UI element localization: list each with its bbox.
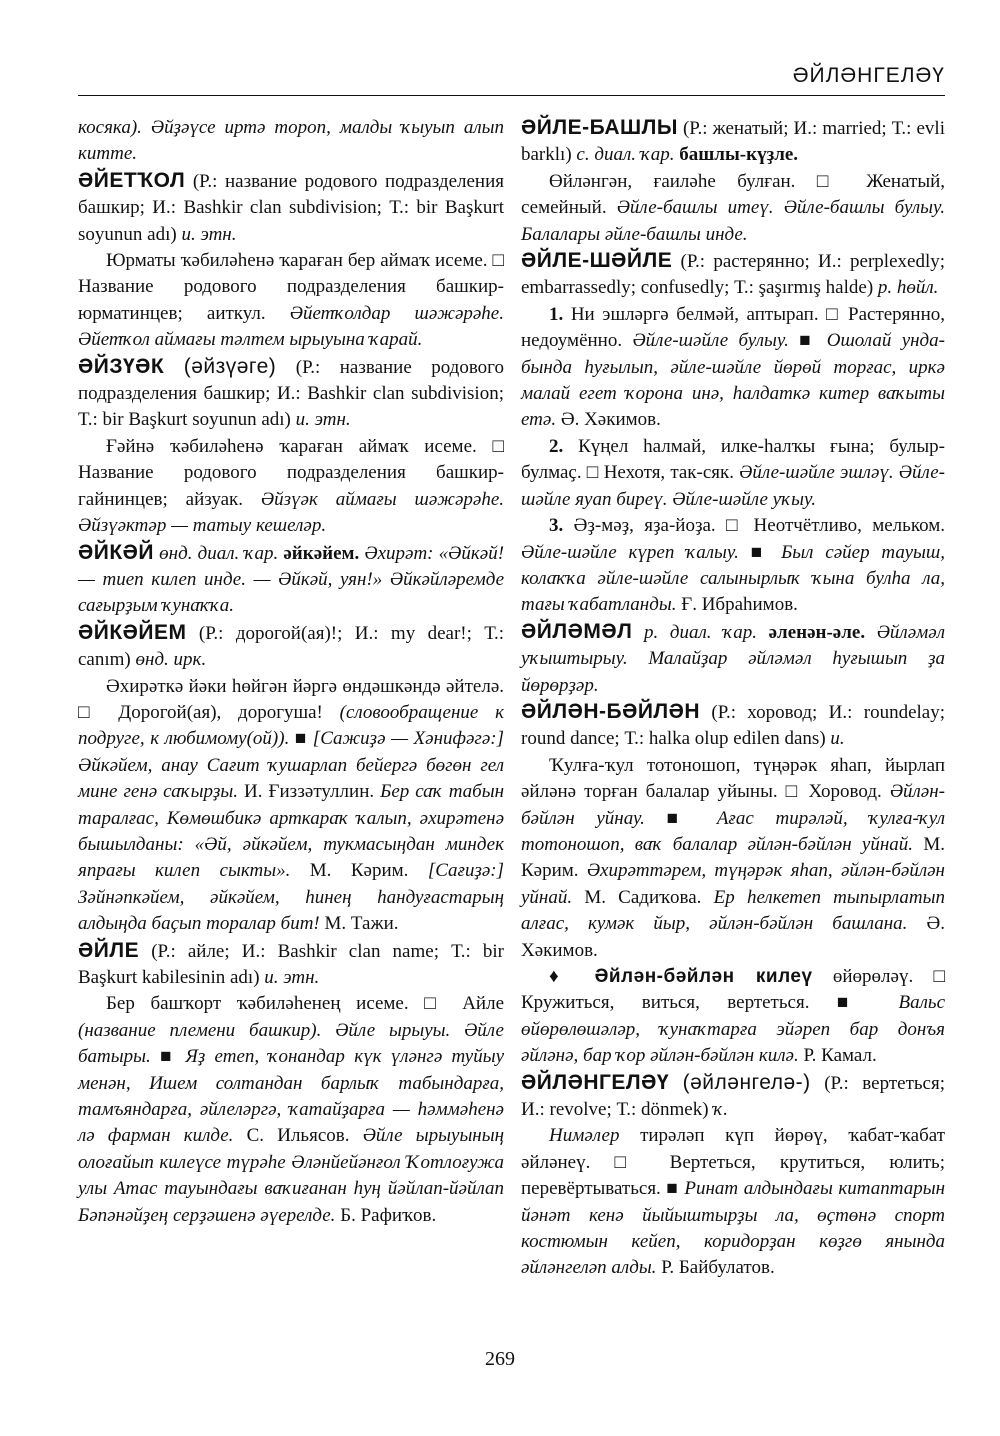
sense-1: 1. Ни эшләргә белмәй, аптырап. □ Растерянно, недоумённо. Әйле-шәйле булыу. ■ Ошолай унда-бында һуғылып, әйле-шәйле йөрөй торғас, иркә малай егет ҡорона инә, һалдаткә китер ваҡыты етә. Ә. Хәкимов. [521,303,946,431]
example-marker: ■ [666,807,696,829]
definition: Өйләнгән, ғаиләһе булған. □ Женатый, семейный. Әйле-башлы итеү. Әйле-башлы булыу. Балалары әйле-башлы инде. [521,170,946,245]
left-column [78,115,504,1229]
definition: Бер башҡорт ҡәбиләһенең исеме. □ Айле (название племени башкир). Әйле ырыуы. Әйле батыры. ■ Яҙ етеп, ҡонандар күк үләнгә туйыу менән, Ишем солтандан барлыҡ табындарға, тамъяндарға, әйлеләргә, ҡатайҙарға — һәммәһенә лә фарман килде. С. Ильясов. Әйле ырыуының олоғайып килеүсе түрәһе Әләнйейәнғол Ҡотлоғужа улы Атас тауындағы ваҡиғанан һуң йәйлап-йәйлап Бәпәнәйҙең серҙәшенә әүерелде. Б. Рафиҡов. [78,993,505,1226]
headword: ӘЙЛЕ-БАШЛЫ [521,116,678,139]
example-marker: ■ [750,541,770,563]
headword: ӘЙКӘЙ [78,540,154,564]
headword: ӘЙЛӘНГЕЛӘҮ [521,1070,670,1094]
header-rule [78,95,945,96]
example-marker: ■ [294,728,308,750]
entry-aylangelau: ӘЙЛӘНГЕЛӘҮ (әйләнгелә-) (Р.: вертеться; И.: revolve; Т.: dönmek) ҡ. [521,1070,945,1121]
sense-3: 3. Әҙ-мәҙ, яҙа-йоҙа. □ Неотчётливо, мельком. Әйле-шәйле күреп ҡалыу. ■ Был сәйер тауыш, колаҡҡа әйле-шәйле салынырлыҡ ҡына булһа ла, тағы ҡабатланды. Ғ. Ибраһимов. [521,515,946,616]
phrase: ♦ Әйлән-бәйлән килеү өйөрөләү. □ Кружиться, виться, вертеться. ■ Вальс өйөрөлөшәләр, ҡунаҡтарға эйәреп бар донъя әйләнә, бар ҡор әйлән-бәйлән килә. Р. Камал. [521,966,946,1067]
diamond-icon: ♦ [549,966,575,987]
entry-ayle: ӘЙЛЕ (Р.: айле; И.: Bashkir clan name; Т.: bir Başkurt kabilesinin adı) и. этн. [78,938,505,988]
definition: Нимәлер тирәләп күп йөрөү, ҡабат-ҡабат әйләнеү. □ Вертеться, крутиться, юлить; перевёртываться. ■ Ринат алдындағы китаптарын йәнәт кенә йыйыштырҙы ла, өҫтөнә спорт костюмын кейеп, коридорҙан көҙгө янында әйләнгеләп алды. Р. Байбулатов. [521,1125,946,1279]
example-marker: ■ [836,992,872,1014]
headword: ӘЙЛӘН-БӘЙЛӘН [521,699,701,723]
definition: Ғәйнә ҡәбиләһенә ҡараған аймаҡ исеме. □ Название родового подразделения башкир-гайнинцев; айзуак. Әйзүәк аймағы шәжәрәһе. Әйзүәктәр — татыу кешеләр. [78,435,504,537]
definition: Юрматы ҡәбиләһенә ҡараған бер аймаҡ исеме. □ Название родового подразделения башкир-юрматинцев; аиткул. Әйетҡолдар шәжәрәһе. Әйетҡол аймағы тәлтем ырыуына ҡарай. [78,250,504,351]
headword: ӘЙЛӘМӘЛ [521,619,633,643]
sense-2: 2. Күңел һалмай, илке-һалҡы ғына; булыр-булмаҫ. □ Нехотя, так-сяк. Әйле-шәйле эшләү. Әйле-шәйле яуап биреү. Әйле-шәйле уҡыу. [521,435,945,510]
entry-aylan-baylan: ӘЙЛӘН-БӘЙЛӘН (Р.: хоровод; И.: roundelay; round dance; Т.: halka olup edilen dans) и. [521,699,945,750]
running-head: ӘЙЛӘНГЕЛӘҮ [792,64,945,87]
headword-variant: (әйзүәге) [183,354,277,378]
phrase-headword: Әйлән-бәйлән килеү [594,966,813,987]
entry-aykay: ӘЙКӘЙ өнд. диал. ҡар. әйкәйем. Әхирәт: «Әйкәй! — тиеп килеп инде. — Әйкәй, уян!» Әйкәйләремде сағырҙым ҡунаҡҡа. [78,540,505,617]
example-marker: ■ [160,1046,177,1068]
headword: ӘЙЛЕ-ШӘЙЛЕ [521,249,673,273]
entry-aykayem: ӘЙКӘЙЕМ (Р.: дорогой(ая)!; И.: my dear!; Т.: canım) өнд. ирк. [78,620,505,671]
continuation-text: косяка). Әйҙәүсе иртә тороп, малды ҡыуып алып китте. [78,117,504,165]
definition: Әхирәткә йәки һөйгән йәргә өндәшкәндә әйтелә. □ Дорогой(ая), дорогуша! (словообращение к подруге, к любимому(ой)). ■ [Сажиҙә — Хәнифәгә:] Әйкәйем, анау Сағит ҡушарлап бейергә бөгөн гел мине генә саҡырҙы. И. Ғиззәтуллин. Бер саҡ табын таралғас, Көмөшбикә арткараҡ ҡалып, әхирәтенә бышылданы: «Әй, әйкәйем, тукмасыңдан миндек япрағы килеп сыкты». М. Кәрим. [Сағиҙә:] Зәйнәпкәйем, әйкәйем, һинең һандуғастарың алдыңда баҫып торалар бит! М. Тажи. [78,675,505,935]
example-marker: ■ [666,1178,679,1200]
headword-variant: (әйләнгелә-) [682,1070,811,1094]
right-column [521,115,945,1282]
page-number: 269 [485,1348,515,1370]
entry-ayzuak: ӘЙЗҮӘК (әйзүәге) (Р.: название родового подразделения башкир; И.: Bashkir clan subdivision; Т.: bir Başkurt soyunun adı) и. этн. [78,354,505,431]
headword: ӘЙКӘЙЕМ [78,620,187,644]
entry-ayetkol: ӘЙЕТҠОЛ (Р.: название родового подразделения башкир; И.: Bashkir clan subdivision; Т.: bir Başkurt soyunun adı) и. этн. [78,168,504,245]
headword: ӘЙЗҮӘК [78,354,165,378]
headword: ӘЙЛЕ [78,938,140,962]
entry-ayle-bashly: ӘЙЛЕ-БАШЛЫ (Р.: женатый; И.: married; Т.: evli barklı) с. диал. ҡар. башлы-күҙле. [521,116,945,166]
example-marker: ■ [799,330,817,352]
definition: Ҡулға-ҡул тотоношоп, түңәрәк яһап, йырлап әйләнә торған балалар уйыны. □ Хоровод. Әйлән-бәйлән уйнау. ■ Ағас тирәләй, ҡулға-ҡул тотоношоп, ваҡ балалар әйлән-бәйлән уйнай. М. Кәрим. Әхирәттәрем, түңәрәк яһап, әйлән-бәйлән уйнай. М. Садиҡова. Ер һелкетеп тыпырлатып алғас, кумәк йыр, әйлән-бәйлән башлана. Ә. Хәкимов. [521,754,946,961]
headword: ӘЙЕТҠОЛ [78,168,186,192]
entry-aylamal: ӘЙЛӘМӘЛ р. диал. ҡар. әленән-әле. Әйләмәл уҡыштырыу. Малайҙар әйләмәл һуғышып ҙа йөрөрҙәр. [521,619,945,696]
entry-ayle-shayle: ӘЙЛЕ-ШӘЙЛЕ (Р.: растерянно; И.: perplexedly; embarrassedly; confusedly; Т.: şaşırmış halde) р. һөйл. [521,249,946,299]
